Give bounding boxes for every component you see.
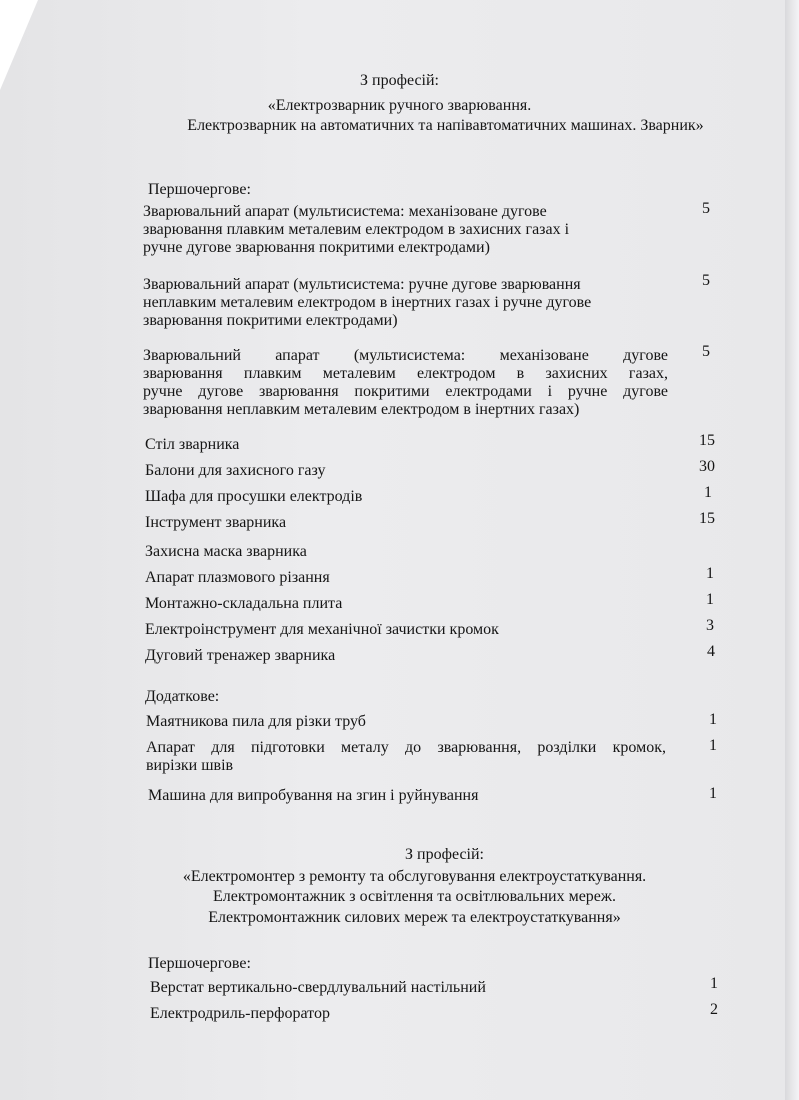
item-line: ручне дугове зварювання покритими електродами)	[143, 239, 490, 256]
section1-primary-heading: Першочергове:	[148, 181, 251, 198]
page-edge-shadow	[785, 0, 799, 1100]
item-line: вирізки швів	[146, 757, 234, 774]
item-line: Зварювальний апарат (мультисистема: механізоване дугове	[143, 203, 547, 220]
item-line: Апарат для підготовки металу до зварювання, розділки кромок,	[146, 739, 666, 756]
section2-title-line1: «Електромонтер з ремонту та обслуговування електроустаткування.	[182, 868, 647, 885]
item-quantity: 1	[709, 785, 717, 802]
item-line: неплавким металевим електродом в інертних газах і ручне дугове	[143, 294, 592, 311]
item-quantity: 5	[702, 272, 710, 289]
list-item: Маятникова пила для різки труб	[146, 713, 366, 730]
item-quantity: 1	[706, 565, 714, 582]
list-item: Дуговий тренажер зварника	[145, 647, 336, 664]
item-quantity: 5	[702, 343, 710, 360]
item-quantity: 1	[709, 737, 717, 754]
item-quantity: 1	[704, 484, 712, 501]
list-item: Електроінструмент для механічної зачистки кромок	[145, 621, 499, 638]
list-item	[143, 276, 668, 330]
item-line: зварювання плавким металевим електродом в захисних газах і	[143, 221, 570, 238]
item-quantity: 1	[706, 591, 714, 608]
list-item	[143, 203, 623, 257]
item-quantity: 2	[710, 1001, 718, 1018]
section1-intro: З професій:	[360, 72, 439, 89]
item-line: зварювання неплавким металевим електродом в інертних газах)	[143, 401, 580, 418]
list-item	[143, 347, 668, 419]
item-line: зварювання плавким металевим електродом в захисних газах,	[143, 365, 668, 382]
item-line: Зварювальний апарат (мультисистема: механізоване дугове	[143, 347, 668, 364]
item-line: Зварювальний апарат (мультисистема: ручне дугове зварювання	[143, 276, 581, 293]
item-quantity: 15	[699, 432, 715, 449]
list-item: Машина для випробування на згин і руйнування	[148, 787, 479, 804]
item-line: ручне дугове зварювання покритими електродами і ручне дугове	[143, 383, 668, 400]
section2-title-line3: Електромонтажник силових мереж та електроустаткування»	[208, 909, 621, 926]
section2-intro: З професій:	[405, 846, 484, 863]
section2-title-line2: Електромонтажник з освітлення та освітлювальних мереж.	[213, 888, 616, 905]
list-item: Електродриль-перфоратор	[150, 1005, 330, 1022]
item-quantity: 4	[707, 643, 715, 660]
list-item: Шафа для просушки електродів	[145, 488, 363, 505]
item-quantity: 1	[709, 711, 717, 728]
section1-title-line1: «Електрозварник ручного зварювання.	[267, 97, 532, 114]
list-item: Балони для захисного газу	[145, 462, 326, 479]
item-quantity: 15	[699, 510, 715, 527]
item-line: зварювання покритими електродами)	[143, 312, 398, 329]
list-item	[146, 739, 666, 775]
section1-additional-heading: Додаткове:	[145, 688, 220, 705]
item-quantity: 5	[702, 200, 710, 217]
item-quantity: 3	[706, 617, 714, 634]
list-item: Інструмент зварника	[145, 514, 287, 531]
section2-primary-heading: Першочергове:	[148, 955, 251, 972]
item-quantity: 30	[699, 458, 715, 475]
list-item: Захисна маска зварника	[145, 543, 307, 560]
list-item: Верстат вертикально-свердлувальний настільний	[150, 979, 486, 996]
list-item: Апарат плазмового різання	[145, 569, 330, 586]
item-quantity: 1	[710, 975, 718, 992]
section1-title-line2: Електрозварник на автоматичних та напівавтоматичних машинах. Зварник»	[187, 117, 704, 134]
list-item: Стіл зварника	[145, 436, 240, 453]
list-item: Монтажно-складальна плита	[145, 595, 343, 612]
